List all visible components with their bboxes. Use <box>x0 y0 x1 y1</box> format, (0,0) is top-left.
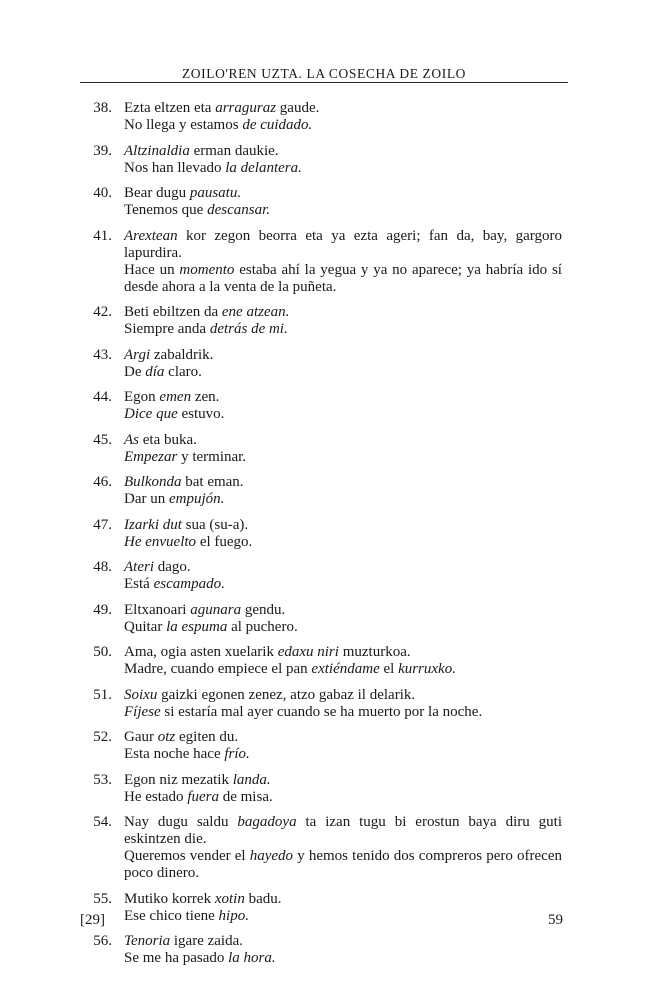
entry-number: 55. <box>93 890 112 907</box>
entry-number: 40. <box>93 185 112 201</box>
basque-sentence: Soixu gaizki egonen zenez, atzo gabaz il delarik. <box>124 686 416 703</box>
spanish-translation: Fíjese si estaría mal ayer cuando se ha muerto por la noche. <box>124 703 483 720</box>
entry-item <box>82 602 562 636</box>
entry-item <box>82 474 562 508</box>
basque-sentence: Altzinaldia erman daukie. <box>124 142 279 159</box>
spanish-translation: Tenemos que descansar. <box>124 202 271 218</box>
entry-number: 39. <box>93 142 112 159</box>
entry-item <box>82 100 562 134</box>
spanish-translation: Esta noche hace frío. <box>124 746 250 762</box>
basque-sentence: Bear dugu pausatu. <box>124 185 242 201</box>
entry-number: 44. <box>93 389 112 405</box>
basque-sentence: Argi zabaldrik. <box>124 346 214 363</box>
entry-item <box>82 559 562 593</box>
basque-sentence: Bulkonda bat eman. <box>124 474 244 490</box>
entry-number: 52. <box>93 729 112 745</box>
entry-number: 43. <box>93 346 112 363</box>
entry-item <box>82 687 562 721</box>
entry-item <box>82 304 562 338</box>
spanish-translation: He envuelto el fuego. <box>124 533 253 550</box>
spanish-translation: De día claro. <box>124 363 202 380</box>
header-rule <box>80 82 568 83</box>
basque-sentence: Egon niz mezatik landa. <box>124 771 271 788</box>
entry-item <box>82 389 562 423</box>
entry-number: 53. <box>93 771 112 788</box>
spanish-translation: Nos han llevado la delantera. <box>124 159 302 176</box>
spanish-translation: Empezar y terminar. <box>124 448 247 465</box>
entry-item <box>82 814 562 882</box>
entry-number: 50. <box>93 644 112 660</box>
spanish-translation: He estado fuera de misa. <box>124 788 273 805</box>
page-number: 59 <box>548 912 563 928</box>
spanish-translation: Dice que estuvo. <box>124 406 225 422</box>
spanish-translation: Dar un empujón. <box>124 491 225 507</box>
spanish-translation: Siempre anda detrás de mi. <box>124 321 288 337</box>
entry-number: 51. <box>93 686 112 703</box>
entry-item <box>82 933 562 967</box>
basque-sentence: Tenoria igare zaida. <box>124 933 244 949</box>
entry-item <box>82 644 562 678</box>
basque-sentence: Arextean kor zegon beorra eta ya ezta ageri; fan da, bay, gargoro lapurdira. <box>124 227 562 261</box>
entry-number: 47. <box>93 516 112 533</box>
spanish-translation: Hace un momento estaba ahí la yegua y ya no aparece; ya habría ido sí desde ahora a la venta de la puñeta. <box>124 261 562 295</box>
basque-sentence: Egon emen zen. <box>124 389 220 405</box>
entry-number: 54. <box>93 814 112 830</box>
spanish-translation: Está escampado. <box>124 576 225 592</box>
basque-sentence: Nay dugu saldu bagadoya ta izan tugu bi erostun baya diru guti eskintzen die. <box>124 814 562 847</box>
entry-number: 45. <box>93 431 112 448</box>
entry-item <box>82 347 562 381</box>
entry-number: 48. <box>93 559 112 575</box>
entry-item <box>82 432 562 466</box>
spanish-translation: Madre, cuando empiece el pan extiéndame el kurruxko. <box>124 661 456 677</box>
entry-number: 38. <box>93 100 112 116</box>
entry-item <box>82 228 562 296</box>
running-header: ZOILO'REN UZTA. LA COSECHA DE ZOILO <box>181 66 467 81</box>
entry-item <box>82 772 562 806</box>
basque-sentence: Izarki dut sua (su-a). <box>124 516 249 533</box>
basque-sentence: Mutiko korrek xotin badu. <box>124 890 282 907</box>
basque-sentence: Gaur otz egiten du. <box>124 729 239 745</box>
entry-number: 49. <box>93 601 112 618</box>
entry-item <box>82 517 562 551</box>
entry-item <box>82 143 562 177</box>
spanish-translation: Ese chico tiene hipo. <box>124 907 249 924</box>
spanish-translation: Se me ha pasado la hora. <box>124 950 276 966</box>
spanish-translation: No llega y estamos de cuidado. <box>124 117 313 133</box>
basque-sentence: Ezta eltzen eta arraguraz gaude. <box>124 100 320 116</box>
entry-number: 56. <box>93 933 112 949</box>
entry-item <box>82 729 562 763</box>
spanish-translation: Queremos vender el hayedo y hemos tenido dos compreros pero ofrecen poco dinero. <box>124 848 562 881</box>
entry-item <box>82 185 562 219</box>
entry-number: 46. <box>93 474 112 490</box>
basque-sentence: Ateri dago. <box>124 559 191 575</box>
basque-sentence: Eltxanoari agunara gendu. <box>124 601 286 618</box>
spanish-translation: Quitar la espuma al puchero. <box>124 618 298 635</box>
entry-number: 41. <box>93 227 112 244</box>
footer-chapter-number: [29] <box>80 912 105 928</box>
entry-item <box>82 891 562 925</box>
basque-sentence: As eta buka. <box>124 431 197 448</box>
entry-list <box>82 100 562 976</box>
entry-number: 42. <box>93 304 112 320</box>
basque-sentence: Beti ebiltzen da ene atzean. <box>124 304 290 320</box>
basque-sentence: Ama, ogia asten xuelarik edaxu niri muzturkoa. <box>124 644 411 660</box>
